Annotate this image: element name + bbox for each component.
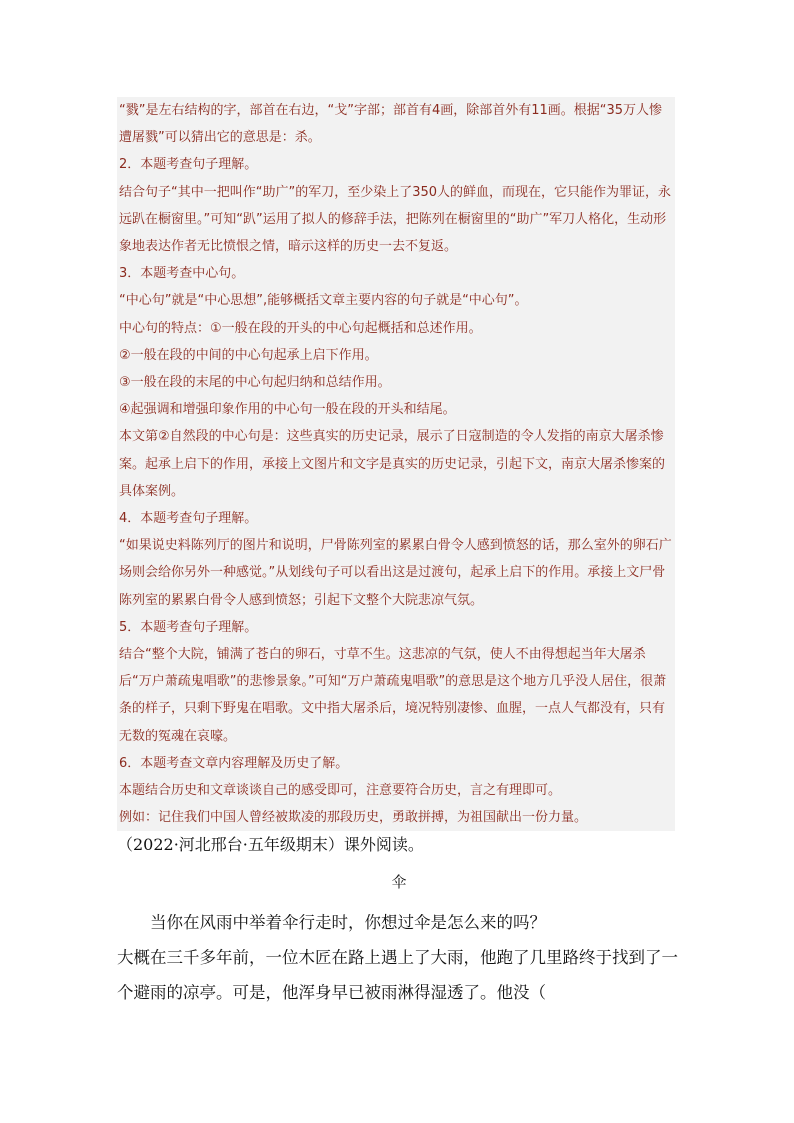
answer-line: ②一般在段的中间的中心句起承上启下作用。 [119, 347, 378, 363]
passage-paragraph: 当你在风雨中举着伞行走时，你想过伞是怎么来的吗？ [150, 913, 546, 932]
answer-line: 本题结合历史和文章谈谈自己的感受即可，注意要符合历史，言之有理即可。 [119, 783, 562, 799]
answer-line: 6．本题考查文章内容理解及历史了解。 [119, 755, 349, 771]
answer-line: ③一般在段的末尾的中心句起归纳和总结作用。 [119, 375, 391, 391]
answer-line: 本文第②自然段的中心句是：这些真实的历史记录，展示了日寇制造的令人发指的南京大屠杀惨案。起承上启下的作用，承接上文图片和文字是真实的历史记录，引起下文，南京大屠杀惨案的具体案例。 [119, 429, 666, 499]
passage-title: 伞 [391, 873, 407, 891]
answer-line: ④起强调和增强印象作用的中心句一般在段的开头和结尾。 [119, 402, 456, 418]
answer-line: “中心句”就是“中心思想”,能够概括文章主要内容的句子就是“中心句”。 [119, 293, 528, 309]
answer-line: 2．本题考查句子理解。 [119, 157, 258, 173]
answer-line: 5．本题考查句子理解。 [119, 619, 258, 635]
answer-line: 中心句的特点：①一般在段的开头的中心句起概括和总述作用。 [119, 320, 482, 336]
answer-line: “戮”是左右结构的字，部首在右边，“戈”字部；部首有4画，除部首外有11画。根据“35万人惨遭屠戮”可以猜出它的意思是：杀。 [119, 103, 663, 146]
question-source: （2022·河北邢台·五年级期末）课外阅读。 [117, 835, 424, 854]
reading-passage [117, 833, 681, 1010]
answer-line: 结合句子“其中一把叫作“助广”的军刀，至少染上了350人的鲜血，而现在，它只能作为罪证，永远趴在橱窗里。”可知“趴”运用了拟人的修辞手法，把陈列在橱窗里的“助广”军刀人格化，生动形象地表达作者无比愤恨之情，暗示这样的历史一去不复返。 [119, 184, 672, 255]
answer-explanation-block [117, 97, 675, 831]
answer-line: 4．本题考查句子理解。 [119, 511, 258, 527]
answer-line: “如果说史料陈列厅的图片和说明，尸骨陈列室的累累白骨令人感到愤怒的话，那么室外的卵石广场则会给你另外一种感觉。”从划线句子可以看出这是过渡句，起承上启下的作用。承接上文尸骨陈列室的累累白骨令人感到愤怒；引起下文整个大院悲凉气氛。 [119, 538, 672, 608]
answer-line: 例如：记住我们中国人曾经被欺凌的那段历史，勇敢拼搏，为祖国献出一份力量。 [119, 810, 588, 826]
answer-line: 结合“整个大院，铺满了苍白的卵石，寸草不生。这悲凉的气氛，使人不由得想起当年大屠杀后“万户萧疏鬼唱歌”的悲惨景象。”可知“万户萧疏鬼唱歌”的意思是这个地方几乎没人居住，很萧条的样子，只剩下野鬼在唱歌。文中指大屠杀后，境况特别凄惨、血腥，一点人气都没有，只有无数的冤魂在哀嚎。 [119, 647, 667, 744]
passage-paragraph: 大概在三千多年前，一位木匠在路上遇上了大雨，他跑了几里路终于找到了一个避雨的凉亭。可是，他浑身早已被雨淋得湿透了。他没（ [117, 948, 678, 1002]
answer-line: 3．本题考查中心句。 [119, 266, 245, 282]
